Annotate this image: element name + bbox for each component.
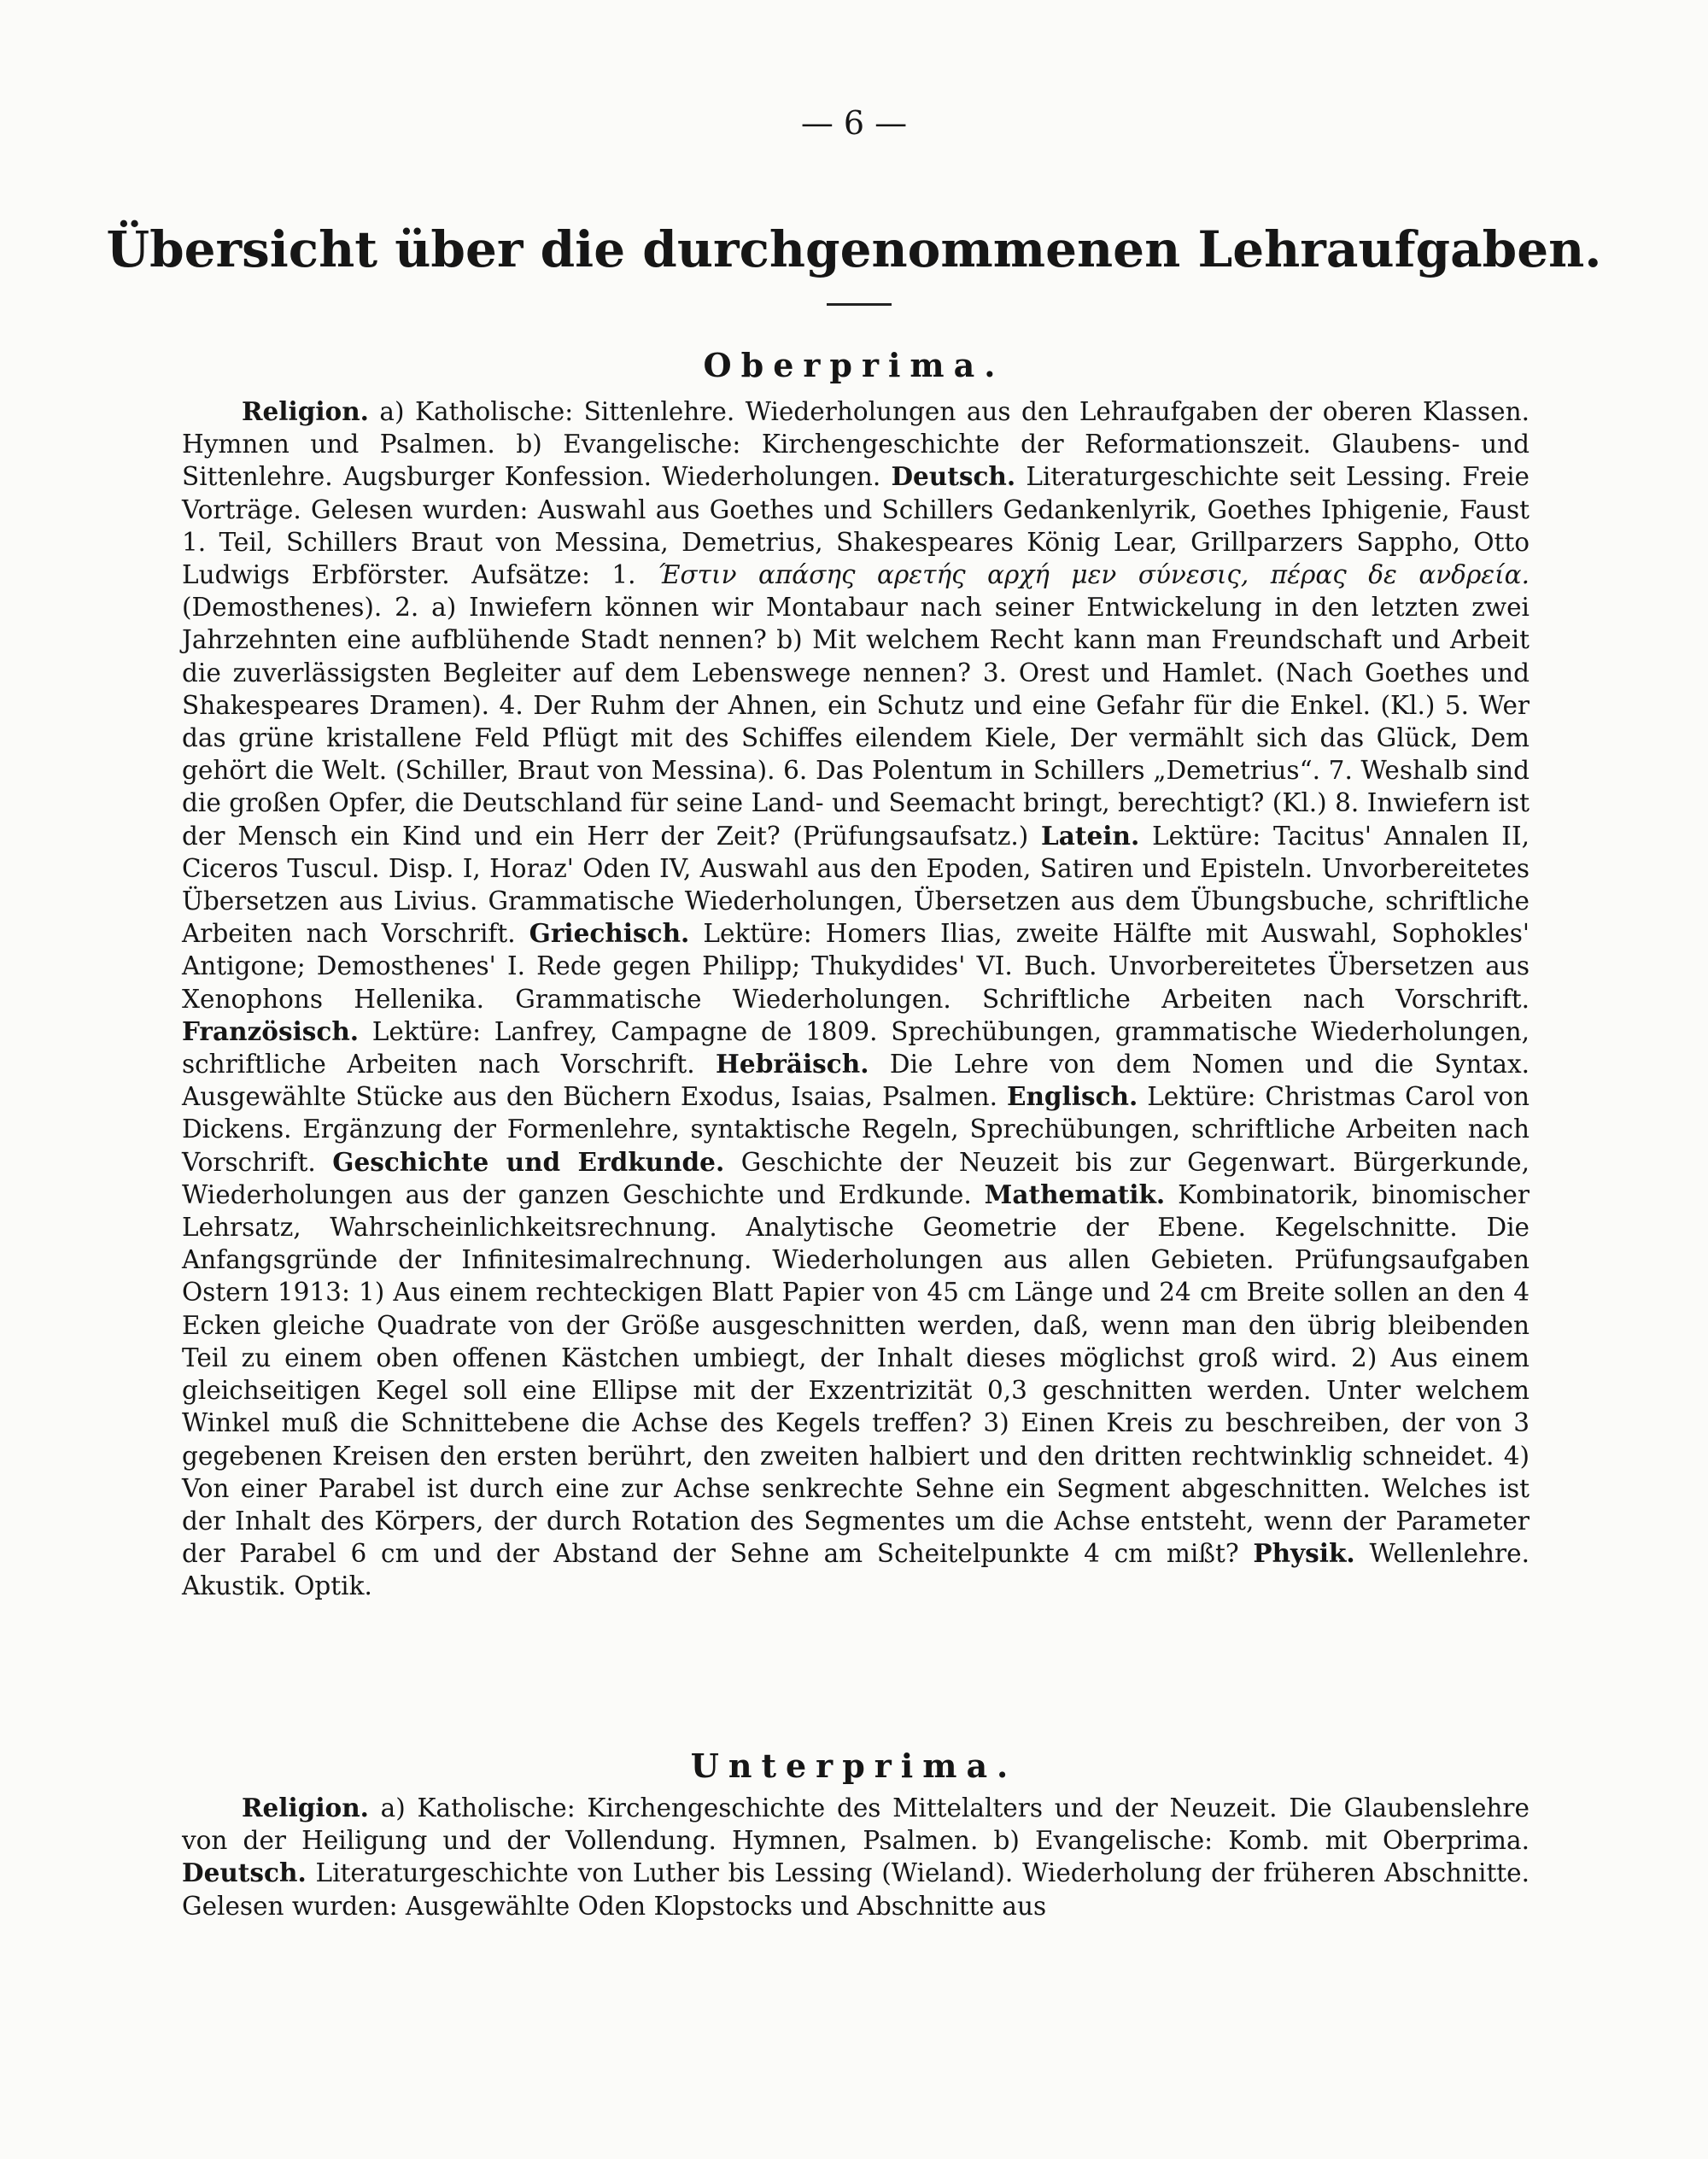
title-divider bbox=[827, 303, 892, 306]
greek-quotation: Έστιν απάσης αρετής αρχή μεν σύνεσις, πέρας δε ανδρεία. bbox=[658, 560, 1530, 590]
text-englisch: Lektüre: Christmas Carol von Dickens. Ergänzung der Formenlehre, syntaktische Regeln, Sprechübungen, schriftliche Arbeiten nach Vorschrift. bbox=[182, 1082, 1530, 1177]
subject-deutsch: Deutsch. bbox=[891, 461, 1016, 492]
text-griechisch: Lektüre: Homers Ilias, zweite Hälfte mit Auswahl, Sophokles' Antigone; Demosthenes' I. Rede gegen Philipp; Thukydides' VI. Buch. Unvorbereitetes Übersetzen aus Xenophons Hellenika. Grammatische Wiederholungen. Schriftliche Arbeiten nach Vorschrift. bbox=[182, 919, 1530, 1014]
text-geschichte-erdkunde: Geschichte der Neuzeit bis zur Gegenwart. Bürgerkunde, Wiederholungen aus der ganzen Geschichte und Erdkunde. bbox=[182, 1147, 1530, 1209]
subject-griechisch: Griechisch. bbox=[529, 918, 690, 949]
text-latein: Lektüre: Tacitus' Annalen II, Ciceros Tuscul. Disp. I, Horaz' Oden IV, Auswahl aus den Epoden, Satiren und Episteln. Unvorbereitetes Übersetzen aus Livius. Grammatische Wiederholungen, Übersetzen aus dem Übungsbuche, schriftliche Arbeiten nach Vorschrift. bbox=[182, 821, 1530, 949]
section-heading-oberprima: Oberprima. bbox=[703, 346, 1005, 384]
subject-religion: Religion. bbox=[242, 396, 369, 426]
subject-geschichte-erdkunde: Geschichte und Erdkunde. bbox=[332, 1146, 725, 1177]
subject-latein: Latein. bbox=[1041, 820, 1140, 851]
subject-englisch: Englisch. bbox=[1006, 1081, 1138, 1112]
page-title: Übersicht über die durchgenommenen Lehraufgaben. bbox=[106, 220, 1602, 278]
subject-physik: Physik. bbox=[1253, 1538, 1355, 1569]
text-religion: a) Katholische: Kirchengeschichte des Mittelalters und der Neuzeit. Die Glaubenslehre von der Heiligung und der Vollendung. Hymnen, Psalmen. b) Evangelische: Komb. mit Oberprima. bbox=[182, 1793, 1530, 1856]
text-physik: Wellenlehre. Akustik. Optik. bbox=[182, 1539, 1530, 1601]
text-religion: a) Katholische: Sittenlehre. Wiederholungen aus den Lehraufgaben der oberen Klassen. Hymnen und Psalmen. b) Evangelische: Kirchengeschichte der Reformationszeit. Glaubens- und Sittenlehre. Augsburger Konfession. Wiederholungen. bbox=[182, 397, 1530, 492]
section-heading-unterprima: Unterprima. bbox=[690, 1747, 1018, 1785]
text-deutsch: Literaturgeschichte von Luther bis Lessing (Wieland). Wiederholung der früheren Abschnitte. Gelesen wurden: Ausgewählte Oden Klopstocks und Abschnitte aus bbox=[182, 1858, 1530, 1921]
subject-hebraeisch: Hebräisch. bbox=[716, 1049, 869, 1080]
subject-franzoesisch: Französisch. bbox=[182, 1015, 360, 1046]
page-number: — 6 — bbox=[800, 104, 908, 142]
subject-religion: Religion. bbox=[242, 1793, 369, 1823]
text-deutsch-essays: (Demosthenes). 2. a) Inwiefern können wir Montabaur nach seiner Entwickelung in den letzten zwei Jahrzehnten eine aufblühende Stadt nennen? b) Mit welchem Recht kann man Freundschaft und Arbeit die zuverlässigsten Begleiter auf dem Lebenswege nennen? 3. Orest und Hamlet. (Nach Goethes und Shakespeares Dramen). 4. Der Ruhm der Ahnen, ein Schutz und eine Gefahr für die Enkel. (Kl.) 5. Wer das grüne kristallene Feld Pflügt mit des Schiffes eilendem Kiele, Der vermählt sich das Glück, Dem gehört die Welt. (Schiller, Braut von Messina). 6. Das Polentum in Schillers „Demetrius“. 7. Weshalb sind die großen Opfer, die Deutschland für seine Land- und Seemacht bringt, berechtigt? (Kl.) 8. Inwiefern ist der Mensch ein Kind und ein Herr der Zeit? (Prüfungsaufsatz.) bbox=[182, 593, 1530, 851]
section-body-oberprima bbox=[182, 395, 1530, 1603]
text-hebraeisch: Die Lehre von dem Nomen und die Syntax. Ausgewählte Stücke aus den Büchern Exodus, Isaias, Psalmen. bbox=[182, 1050, 1530, 1112]
subject-deutsch: Deutsch. bbox=[182, 1858, 307, 1888]
subject-mathematik: Mathematik. bbox=[984, 1179, 1166, 1209]
text-deutsch: Literaturgeschichte seit Lessing. Freie Vorträge. Gelesen wurden: Auswahl aus Goethes und Schillers Gedankenlyrik, Goethes Iphigenie, Faust 1. Teil, Schillers Braut von Messina, Demetrius, Shakespeares König Lear, Grillparzers Sappho, Otto Ludwigs Erbförster. Aufsätze: 1. bbox=[182, 462, 1530, 590]
text-mathematik: Kombinatorik, binomischer Lehrsatz, Wahrscheinlichkeitsrechnung. Analytische Geometrie der Ebene. Kegelschnitte. Die Anfangsgründe der Infinitesimalrechnung. Wiederholungen aus allen Gebieten. Prüfungsaufgaben Ostern 1913: 1) Aus einem rechteckigen Blatt Papier von 45 cm Länge und 24 cm Breite sollen an den 4 Ecken gleiche Quadrate von der Größe ausgeschnitten werden, daß, wenn man den übrig bleibenden Teil zu einem oben offenen Kästchen umbiegt, der Inhalt dieses möglichst groß wird. 2) Aus einem gleichseitigen Kegel soll eine Ellipse mit der Exzentrizität 0,3 geschnitten werden. Unter welchem Winkel muß die Schnittebene die Achse des Kegels treffen? 3) Einen Kreis zu beschreiben, der von 3 gegebenen Kreisen den ersten berührt, den zweiten halbiert und den dritten rechtwinklig schneidet. 4) Von einer Parabel ist durch eine zur Achse senkrechte Sehne ein Segment abgeschnitten. Welches ist der Inhalt des Körpers, der durch Rotation des Segmentes um die Achse entsteht, wenn der Parameter der Parabel 6 cm und der Abstand der Sehne am Scheitelpunkte 4 cm mißt? bbox=[182, 1179, 1530, 1569]
text-franzoesisch: Lektüre: Lanfrey, Campagne de 1809. Sprechübungen, grammatische Wiederholungen, schriftliche Arbeiten nach Vorschrift. bbox=[182, 1016, 1530, 1080]
section-body-unterprima bbox=[182, 1792, 1530, 1922]
